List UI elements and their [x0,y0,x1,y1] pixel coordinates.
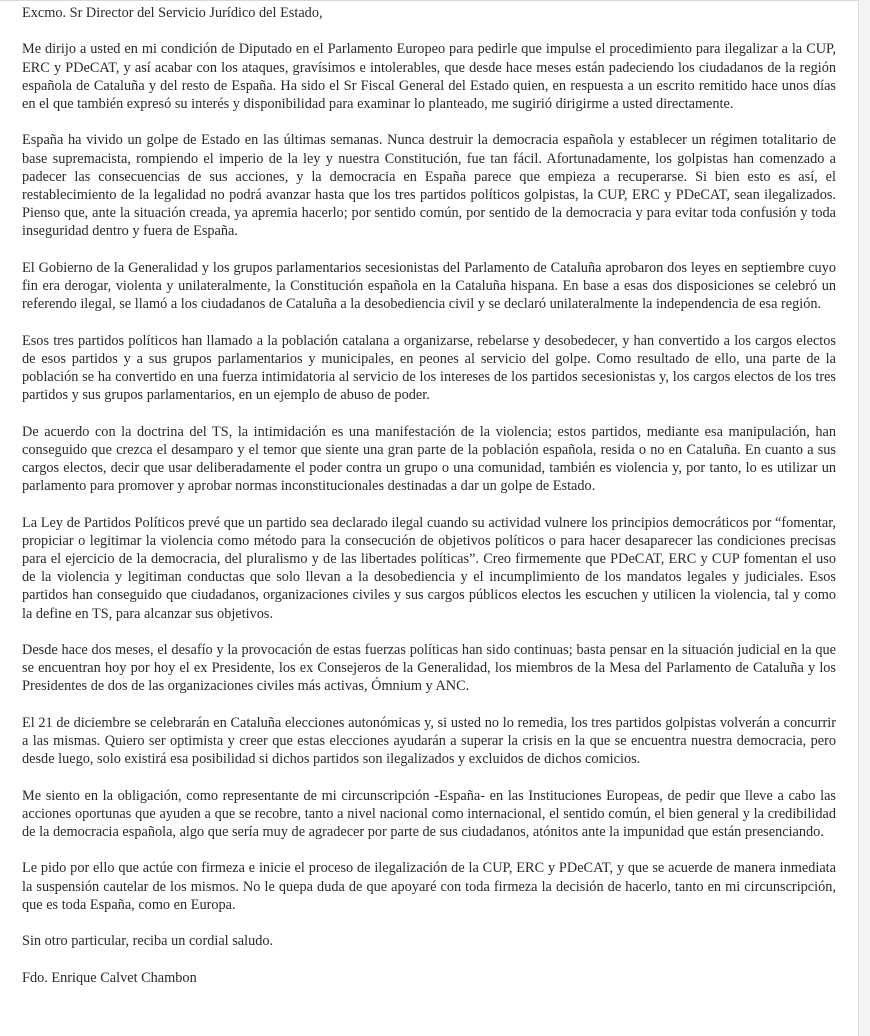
letter-body [22,4,836,987]
letter-paragraph: El 21 de diciembre se celebrarán en Cataluña elecciones autonómicas y, si usted no lo remedia, los tres partidos golpistas volverán a concurrir a las mismas. Quiero ser optimista y creer que estas elecciones ayudarán a superar la crisis en la que se encuentra nuestra democracia, pero desde luego, solo existirá esa posibilidad si dichos partidos son ilegalizados y excluidos de dichos comicios. [22,714,836,768]
letter-paragraph: De acuerdo con la doctrina del TS, la intimidación es una manifestación de la violencia; estos partidos, mediante esa manipulación, han conseguido que crezca el desamparo y el temor que siente una gran parte de la población española, resida o no en Cataluña. En cuanto a sus cargos electos, decir que usar deliberadamente el poder contra un grupo o una comunidad, también es violencia y, por tanto, lo es utilizar un parlamento para promover y aprobar normas inconstitucionales destinadas a dar un golpe de Estado. [22,423,836,495]
letter-paragraph: La Ley de Partidos Políticos prevé que un partido sea declarado ilegal cuando su actividad vulnere los principios democráticos por “fomentar, propiciar o legitimar la violencia como método para la consecución de objetivos políticos o para hacer desaparecer las condiciones precisas para el ejercicio de la democracia, del pluralismo y de las libertades políticas”. Creo firmemente que PDeCAT, ERC y CUP fomentan el uso de la violencia y legitiman conductas que solo llevan a la desobediencia y el incumplimiento de los mandatos legales y judiciales. Esos partidos han conseguido que ciudadanos, organizaciones civiles y sus cargos públicos electos les escuchen y utilicen la violencia, tal y como la define en TS, para alcanzar sus objetivos. [22,514,836,622]
letter-closing: Sin otro particular, reciba un cordial saludo. [22,933,274,950]
letter-paragraph: Le pido por ello que actúe con firmeza e inicie el proceso de ilegalización de la CUP, ERC y PDeCAT, y que se acuerde de manera inmediata la suspensión cautelar de los mismos. No le quepa duda de que apoyaré con toda firmeza la decisión de hacerlo, tanto en mi circunscripción, que es toda España, como en Europa. [22,860,836,913]
page-top-border [0,0,859,1]
letter-paragraph: Me siento en la obligación, como representante de mi circunscripción -España- en las Instituciones Europeas, de pedir que lleve a cabo las acciones oportunas que ayuden a que se recobre, tanto a nivel nacional como internacional, el sentido común, el bien general y la credibilidad de la democracia española, algo que sería muy de agradecer por parte de sus ciudadanos, atónitos ante la impunidad que están presenciando. [22,787,836,840]
letter-paragraph: Me dirijo a usted en mi condición de Diputado en el Parlamento Europeo para pedirle que impulse el procedimiento para ilegalizar a la CUP, ERC y PDeCAT, y así acabar con los ataques, gravísimos e intolerables, que desde hace meses están padeciendo los ciudadanos de la región española de Cataluña y del resto de España. Ha sido el Sr Fiscal General del Estado quien, en respuesta a un escrito remitido hace unos días en el que también expresó su interés y disponibilidad para examinar lo planteado, me sugirió dirigirme a usted directamente. [22,41,836,112]
letter-paragraph: El Gobierno de la Generalidad y los grupos parlamentarios secesionistas del Parlamento de Cataluña aprobaron dos leyes en septiembre cuyo fin era derogar, violenta y unilateralmente, la Constitución española en la Cataluña hispana. En base a esas dos disposiciones se celebró un referendo ilegal, se llamó a los ciudadanos de Cataluña a la desobediencia civil y se declaró unilateralmente la independencia de esa región. [22,259,836,313]
letter-signature: Fdo. Enrique Calvet Chambon [22,969,197,986]
letter-paragraph: Desde hace dos meses, el desafío y la provocación de estas fuerzas políticas han sido continuas; basta pensar en la situación judicial en la que se encuentran hoy por hoy el ex Presidente, los ex Consejeros de la Generalidad, los miembros de la Mesa del Parlamento de Cataluña y los Presidentes de dos de las organizaciones civiles más activas, Ómnium y ANC. [22,642,836,695]
letter-salutation: Excmo. Sr Director del Servicio Jurídico del Estado, [22,5,323,21]
letter-paragraph: Esos tres partidos políticos han llamado a la población catalana a organizarse, rebelarse y desobedecer, y han convertido a los cargos electos de esos partidos y a sus grupos parlamentarios y municipales, en peones al servicio del golpe. Como resultado de ello, una parte de la población se ha convertido en una fuerza intimidatoria al servicio de los intereses de los partidos secesionistas y, los cargos electos de los tres partidos y sus grupos parlamentarios, en un ejemplo de abuso de poder. [22,332,836,404]
letter-paragraph: España ha vivido un golpe de Estado en las últimas semanas. Nunca destruir la democracia española y establecer un régimen totalitario de base supremacista, rompiendo el imperio de la ley y nuestra Constitución, fue tan fácil. Afortunadamente, los golpistas han comenzado a padecer las consecuencias de sus acciones, y la democracia en España parece que empieza a recuperarse. Si bien esto es así, el restablecimiento de la legalidad no podrá avanzar hasta que los tres partidos políticos golpistas, la CUP, ERC y PDeCAT, sean ilegalizados. Pienso que, ante la situación creada, ya apremia hacerlo; por sentido común, por sentido de la democracia y para evitar toda confusión y toda inseguridad dentro y fuera de España. [22,132,836,240]
